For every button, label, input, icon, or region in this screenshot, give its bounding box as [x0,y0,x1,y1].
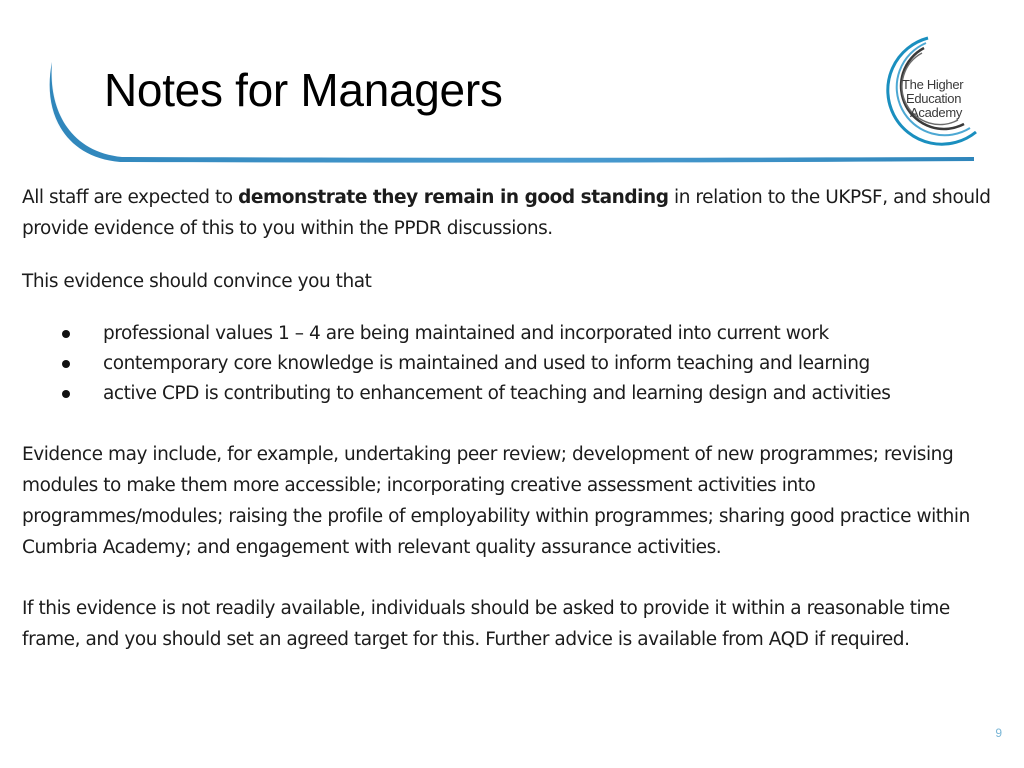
bullet-text: active CPD is contributing to enhancement of teaching and learning design and activities [103,383,891,404]
intro-paragraph [22,182,1007,244]
intro-text-before: All staff are expected to [22,187,239,208]
logo-line-3: Academy [910,105,963,120]
page-number: 9 [995,726,1002,740]
lead-paragraph: This evidence should convince you that [22,271,372,292]
bullet-text: professional values 1 – 4 are being maintained and incorporated into current work [103,323,829,344]
evidence-paragraph: Evidence may include, for example, undertaking peer review; development of new programmes; revising modules to make them more accessible; incorporating creative assessment activities into programmes/modules; raising the profile of employability within programmes; sharing good practice within Cumbria Academy; and engagement with relevant quality assurance activities. [22,444,970,558]
bullet-icon [62,390,70,398]
evidence-bullet-list [22,319,1007,409]
body-content [22,182,1007,655]
page-title: Notes for Managers [104,64,503,116]
intro-text-bold: demonstrate they remain in good standing [238,187,669,208]
bullet-icon [62,360,70,368]
list-item [22,319,1007,349]
logo-wordmark [902,78,984,120]
bullet-text: contemporary core knowledge is maintained and used to inform teaching and learning [103,353,870,374]
closing-paragraph: If this evidence is not readily available, individuals should be asked to provide it within a reasonable time frame, and you should set an agreed target for this. Further advice is available from AQD if required. [22,598,950,650]
list-item [22,379,1007,409]
list-item [22,349,1007,379]
logo-line-2: Education [906,91,962,106]
intro-text-after: in relation to the UKPSF, and should provide evidence of this to you within the PPDR discussions. [22,187,991,239]
hea-logo [866,34,984,146]
bullet-icon [62,330,70,338]
logo-line-1: The Higher [902,77,964,92]
